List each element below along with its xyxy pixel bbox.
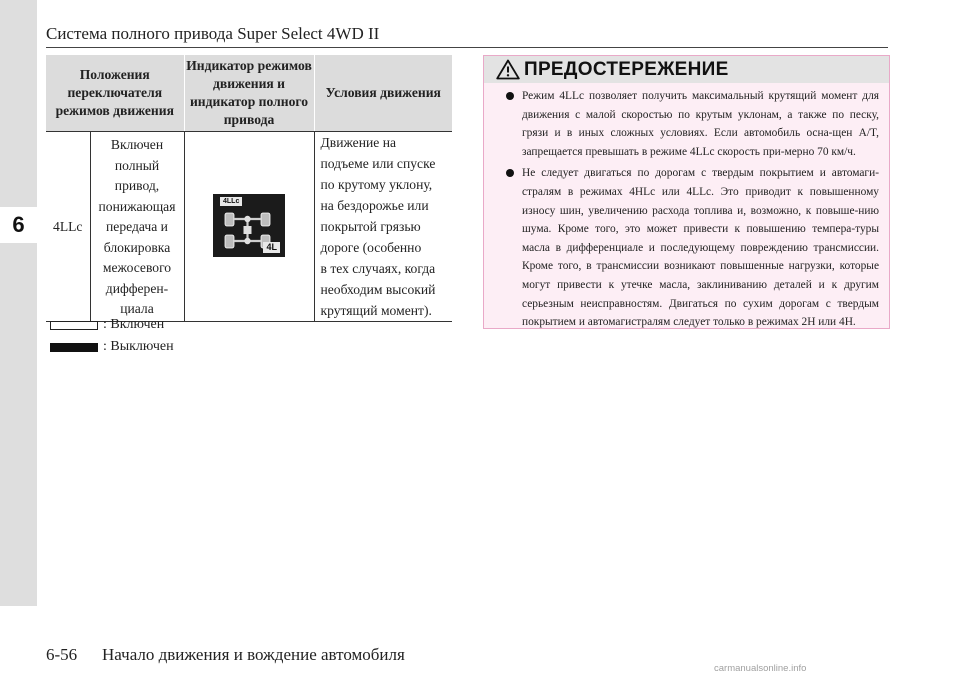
table-row xyxy=(46,132,452,322)
warning-list xyxy=(484,83,889,332)
header-conditions: Условия движения xyxy=(314,55,452,132)
page-header-title: Система полного привода Super Select 4WD II xyxy=(46,24,380,43)
watermark: carmanualsonline.info xyxy=(714,663,807,674)
drive-mode-table xyxy=(46,55,452,322)
mode-cell: 4LLc xyxy=(46,132,90,322)
indicator-cell xyxy=(184,132,314,322)
chapter-tab: 6 xyxy=(0,207,37,243)
legend-off-label: : Выключен xyxy=(103,339,174,354)
footer-section-title: Начало движения и вождение автомобиля xyxy=(102,645,405,664)
warning-title: ПРЕДОСТЕРЕЖЕНИЕ xyxy=(524,58,729,80)
header-switch-position: Положения переключателя режимов движения xyxy=(46,55,184,132)
table-header-row xyxy=(46,55,452,132)
warning-triangle-icon xyxy=(496,59,520,80)
legend-on-label: : Включен xyxy=(103,317,165,332)
legend-on-swatch xyxy=(50,321,98,330)
legend-on xyxy=(50,317,164,333)
header-divider xyxy=(46,47,888,48)
page-number: 6-56 xyxy=(46,645,78,664)
indicator-mode-label: 4LLc xyxy=(220,197,242,206)
indicator-range-label: 4L xyxy=(263,242,280,253)
warning-header xyxy=(484,56,889,83)
side-strip xyxy=(0,0,37,606)
legend-off xyxy=(50,339,174,355)
conditions-cell: Движение на подъеме или спуске по крутому уклону, на бездорожье или покрытой грязью дороге (особенно в тех случаях, когда необходим высокий крутящий момент). xyxy=(314,132,452,322)
warning-box xyxy=(483,55,890,329)
drive-mode-indicator xyxy=(213,194,285,257)
header-indicator: Индикатор режимов движения и индикатор полного привода xyxy=(184,55,314,132)
list-item: Не следует двигаться по дорогам с твердым покрытием и автомаги-стралям в режимах 4HLc или 4LLc. Это приводит к повышенному износу шин, увеличению расхода топлива и, возможно, к повыше-нию шума. Кроме того, это может привести к повышению темпера-туры масла в дифференциале и последующему повреждению трансмиссии. Кроме того, в трансмиссии возникают повышенные нагрузки, которые могут привести к утечке масла, заклиниванию деталей и к другим серьезным неисправностям. Двигаться по сухим дорогам с твердым покрытием и автомагистралям следует только в режимах 2H или 4H. xyxy=(502,164,879,331)
legend-off-swatch xyxy=(50,343,98,352)
list-item: Режим 4LLc позволяет получить максимальный крутящий момент для движения с малой скоростью по крутым уклонам, а также по песку, грязи и в иных сложных условиях. Если автомобиль осна-щен A/T, запрещается превышать в режиме 4LLc скорость при-мерно 70 км/ч. xyxy=(502,87,879,161)
status-cell: Включен полный привод, понижающая передача и блокировка межосевого дифферен- циала xyxy=(90,132,184,322)
